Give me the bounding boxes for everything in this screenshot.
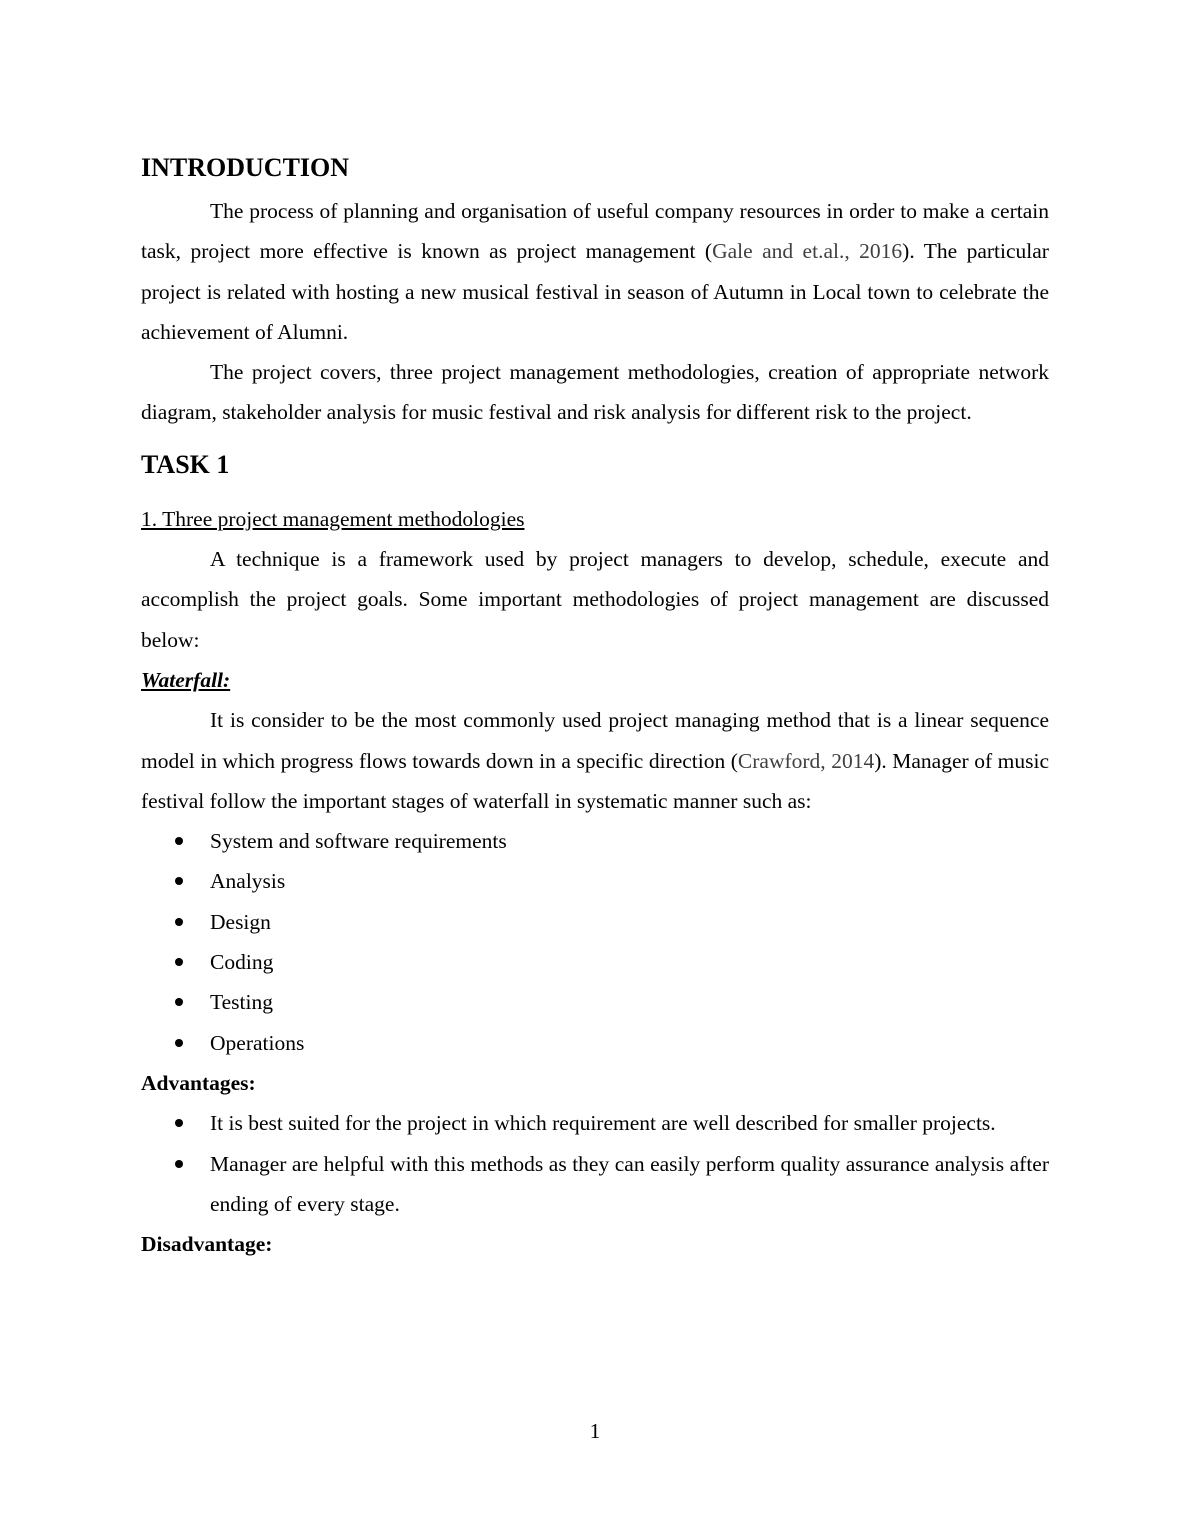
bullet-icon — [175, 958, 183, 966]
list-item — [141, 821, 1049, 861]
list-item — [141, 1144, 1049, 1225]
waterfall-paragraph — [141, 700, 1049, 821]
methodologies-intro-paragraph: A technique is a framework used by project managers to develop, schedule, execute and accomplish the project goals. Some important methodologies of project management are discussed below: — [141, 547, 1049, 652]
waterfall-stages-list — [141, 821, 1049, 1063]
list-item — [141, 982, 1049, 1022]
intro-p1-text-b: ). The particular project is related with hosting a new musical festival in season of Autumn in Local town to celebrate the achievement of Alumni. — [141, 239, 1049, 344]
waterfall-text-a: It is consider to be the most commonly used project managing method that is a linear sequence model in which progress flows towards down in a specific direction ( — [141, 708, 1049, 773]
advantages-heading: Advantages: — [141, 1070, 256, 1095]
stage-text: System and software requirements — [210, 829, 507, 854]
list-item — [141, 1023, 1049, 1063]
introduction-heading: INTRODUCTION — [141, 153, 350, 182]
introduction-paragraph-1 — [141, 191, 1049, 352]
list-item — [141, 942, 1049, 982]
bullet-icon — [175, 1119, 183, 1127]
intro-p1-text-a: The process of planning and organisation of useful company resources in order to make a certain task, project more effective is known as project management ( — [141, 199, 1049, 264]
stage-text: Coding — [210, 950, 274, 975]
methodologies-subheading: 1. Three project management methodologies — [141, 506, 525, 531]
advantage-text: It is best suited for the project in which requirement are well described for smaller projects. — [210, 1111, 996, 1136]
citation-gale: Gale and et.al., 2016 — [712, 239, 903, 264]
list-item — [141, 1103, 1049, 1143]
bullet-icon — [175, 998, 183, 1006]
citation-crawford: Crawford, 2014 — [737, 748, 875, 773]
list-item — [141, 902, 1049, 942]
bullet-icon — [175, 877, 183, 885]
waterfall-heading: Waterfall: — [141, 667, 231, 692]
advantages-list — [141, 1103, 1049, 1224]
bullet-icon — [175, 1039, 183, 1047]
waterfall-text-b: ). Manager of music festival follow the important stages of waterfall in systematic manner such as: — [141, 748, 1049, 813]
stage-text: Operations — [210, 1030, 305, 1055]
list-item — [141, 861, 1049, 901]
stage-text: Testing — [210, 990, 273, 1015]
advantage-text: Manager are helpful with this methods as they can easily perform quality assurance analysis after ending of every stage. — [210, 1151, 1049, 1216]
page-content — [141, 148, 1049, 1264]
bullet-icon — [175, 918, 183, 926]
bullet-icon — [175, 1160, 183, 1168]
bullet-icon — [175, 837, 183, 845]
disadvantage-heading: Disadvantage: — [141, 1232, 273, 1257]
stage-text: Design — [210, 909, 271, 934]
task1-heading: TASK 1 — [141, 449, 230, 479]
introduction-paragraph-2: The project covers, three project management methodologies, creation of appropriate network diagram, stakeholder analysis for music festival and risk analysis for different risk to the project. — [141, 360, 1049, 425]
stage-text: Analysis — [210, 869, 286, 894]
page-number: 1 — [589, 1419, 601, 1443]
